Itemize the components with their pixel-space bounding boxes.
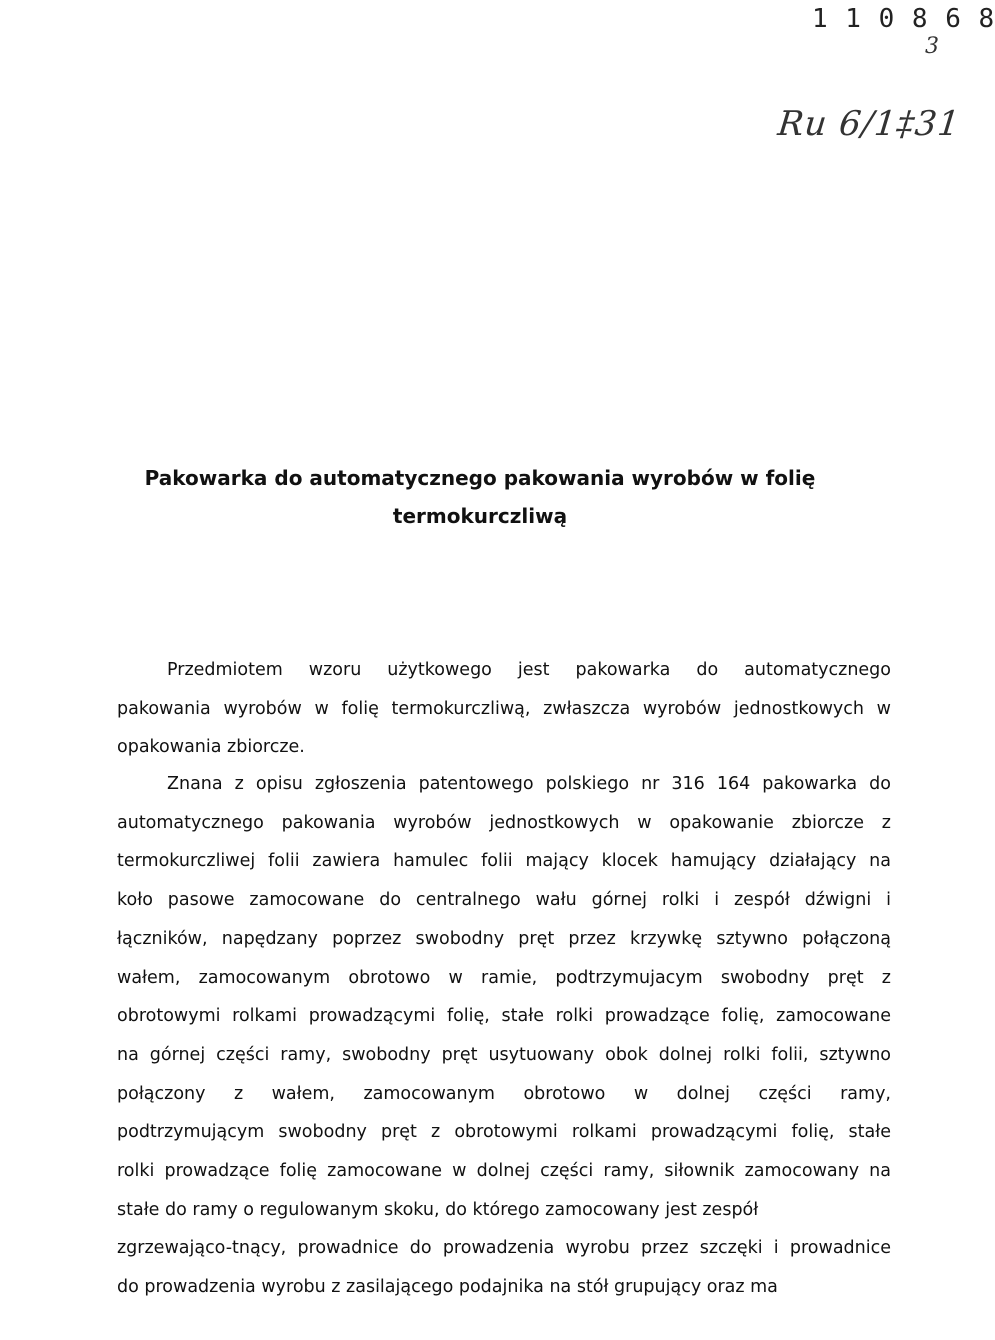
title-line-2: termokurczliwą: [392, 504, 568, 528]
paragraph-line: pakowania wyrobów w folię termokurczliwą, zwłaszcza wyrobów jednostkowych w: [117, 698, 891, 719]
paragraph-line: obrotowymi rolkami prowadzącymi folię, stałe rolki prowadzące folię, zamocowane: [117, 1006, 891, 1027]
document-number: 1 1 0 8 6 8: [812, 4, 995, 34]
paragraph-line: połączony z wałem, zamocowanym obrotowo w dolnej części ramy,: [117, 1083, 891, 1104]
paragraph-line: Przedmiotem wzoru użytkowego jest pakowarka do automatycznego: [167, 660, 891, 680]
title-line-1: Pakowarka do automatycznego pakowania wyrobów w folię: [144, 466, 816, 490]
paragraph-line: Znana z opisu zgłoszenia patentowego polskiego nr 316 164 pakowarka do: [167, 774, 891, 794]
paragraph-line: wałem, zamocowanym obrotowo w ramie, podtrzymujacym swobodny pręt z: [117, 967, 891, 988]
paragraph-line: automatycznego pakowania wyrobów jednostkowych w opakowanie zbiorcze z: [117, 812, 891, 833]
paragraph-line: stałe do ramy o regulowanym skoku, do którego zamocowany jest zespół: [117, 1199, 759, 1220]
paragraph-line: na górnej części ramy, swobodny pręt usytuowany obok dolnej rolki folii, sztywno: [117, 1044, 891, 1065]
paragraph-prior-art: [117, 765, 891, 1307]
paragraph-line: termokurczliwej folii zawiera hamulec folii mający klocek hamujący działający na: [117, 851, 891, 872]
paragraph-line: podtrzymującym swobodny pręt z obrotowymi rolkami prowadzącymi folię, stałe: [117, 1122, 891, 1143]
paragraph-line: koło pasowe zamocowane do centralnego wału górnej rolki i zespół dźwigni i: [117, 890, 891, 911]
document-number-suffix: 3: [925, 34, 939, 59]
paragraph-line: rolki prowadzące folię zamocowane w dolnej części ramy, siłownik zamocowany na: [117, 1161, 891, 1182]
document-title: [120, 459, 840, 535]
paragraph-line: opakowania zbiorcze.: [117, 737, 305, 758]
handwritten-reference: Ru 6/1‡31: [775, 104, 963, 144]
paragraph-subject: [117, 651, 891, 767]
paragraph-line: do prowadzenia wyrobu z zasilającego podajnika na stół grupujący oraz ma: [117, 1277, 778, 1298]
paragraph-line: łączników, napędzany poprzez swobodny pręt przez krzywkę sztywno połączoną: [117, 928, 891, 949]
paragraph-line: zgrzewająco-tnący, prowadnice do prowadzenia wyrobu przez szczęki i prowadnice: [117, 1238, 891, 1259]
